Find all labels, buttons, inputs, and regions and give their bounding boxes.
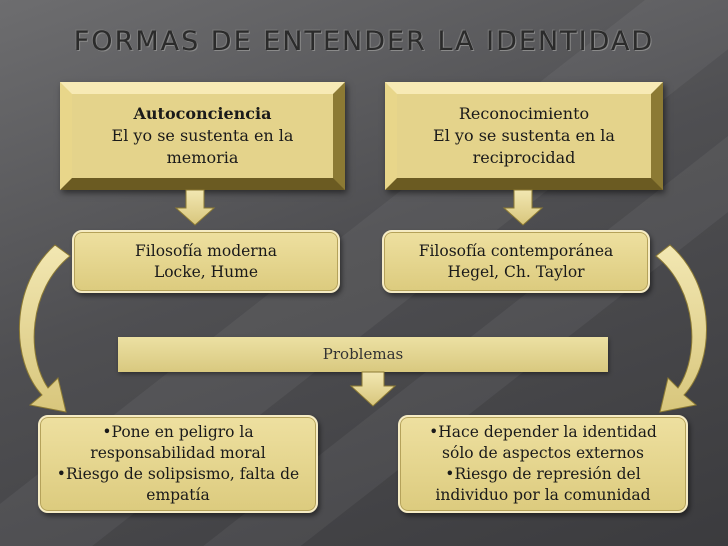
filosofia-contemporanea-label: Filosofía contemporánea — [418, 241, 614, 260]
reconocimiento-line-2: reciprocidad — [472, 148, 576, 167]
right-problem-line-1: •Hace depender la identidad — [429, 423, 657, 441]
autoconciencia-line-2: memoria — [166, 148, 239, 167]
reconocimiento-box — [385, 82, 663, 190]
slide-title: FORMAS DE ENTENDER LA IDENTIDAD — [73, 26, 655, 57]
filosofia-moderna-label: Filosofía moderna — [135, 241, 277, 260]
right-problem-line-4: individuo por la comunidad — [435, 486, 651, 504]
problemas-bar: Problemas — [118, 337, 608, 372]
filosofia-contemporanea-box — [382, 230, 650, 293]
autoconciencia-line-1: El yo se sustenta en la — [111, 126, 294, 145]
left-problem-line-2: responsabilidad moral — [90, 444, 266, 462]
right-problem-line-3: •Riesgo de represión del — [445, 465, 641, 483]
curved-arrow-right-icon — [656, 245, 706, 412]
left-problem-line-3: •Riesgo de solipsismo, falta de — [56, 465, 300, 483]
filosofia-contemporanea-authors: Hegel, Ch. Taylor — [447, 262, 585, 281]
reconocimiento-line-1: El yo se sustenta en la — [433, 126, 615, 145]
reconocimiento-title: Reconocimiento — [458, 104, 590, 123]
left-problem-line-4: empatía — [146, 486, 210, 504]
autoconciencia-box — [60, 82, 345, 190]
down-arrow-left-icon — [176, 190, 214, 225]
filosofia-moderna-box — [72, 230, 340, 293]
filosofia-moderna-authors: Locke, Hume — [153, 262, 259, 281]
right-problems-box — [398, 415, 688, 513]
right-problem-line-2: sólo de aspectos externos — [442, 444, 644, 462]
left-problem-line-1: •Pone en peligro la — [102, 423, 254, 441]
curved-arrow-left-icon — [19, 245, 70, 412]
autoconciencia-title: Autoconciencia — [133, 104, 272, 123]
left-problems-box — [38, 415, 318, 513]
